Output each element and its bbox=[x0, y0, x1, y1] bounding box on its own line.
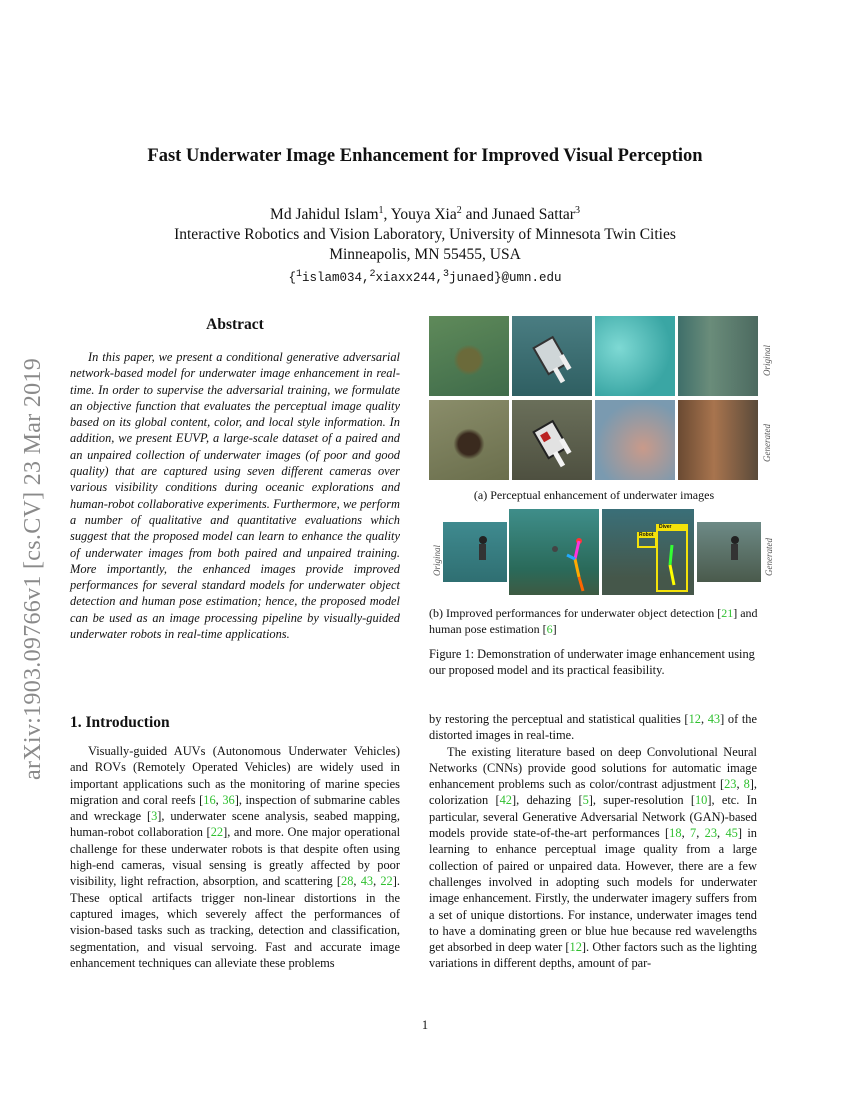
citation-link[interactable]: 45 bbox=[725, 826, 738, 841]
author-1: Md Jahidul Islam bbox=[270, 206, 379, 224]
label-generated-a: Generated bbox=[762, 424, 772, 462]
generated-image-2 bbox=[512, 400, 592, 480]
intro-right-paragraph-2: The existing literature based on deep Convolutional Neural Networks (CNNs) provide good solutions for automatic image enhancement problems such as color/contrast adjustment [23, 8], colorization [42], dehazing [5], super-resolution [10], etc. In particular, several Generative Adversarial Network (GAN)-based models provide state-of-the-art performances [18, 7, 23, 45] in learning to enhance perceptual image quality from a large collection of paired or unpaired data. However, there are a few challenges involved in adopting such models for underwater image enhancement. Firstly, the underwater imagery suffers from a set of unique distortions. For instance, underwater images tend to have a dominating green or blue hue because red wavelengths get absorbed in deep water [12]. Other factors such as the lighting variations in different depths, amount of par- bbox=[429, 744, 757, 971]
label-original-a: Original bbox=[762, 344, 772, 376]
figure-1a-caption: (a) Perceptual enhancement of underwater images bbox=[473, 488, 715, 502]
section-heading-introduction: 1. Introduction bbox=[70, 714, 170, 731]
intro-right-column bbox=[429, 711, 757, 972]
affiliation: Interactive Robotics and Vision Laboratory, University of Minnesota Twin Cities bbox=[174, 226, 676, 244]
original-diver-image bbox=[443, 522, 507, 582]
citation-link[interactable]: 5 bbox=[582, 793, 589, 808]
author-3: Junaed Sattar bbox=[491, 206, 575, 224]
label-generated-b: Generated bbox=[764, 538, 774, 576]
citation-link[interactable]: 6 bbox=[546, 622, 553, 636]
diver-icon bbox=[697, 522, 761, 582]
original-image-1 bbox=[429, 316, 509, 396]
robot-icon bbox=[512, 316, 592, 396]
box-label-robot: Robot bbox=[639, 532, 654, 538]
citation-link[interactable]: 18 bbox=[669, 826, 682, 841]
citation-link[interactable]: 3 bbox=[151, 809, 158, 824]
author-2: Youya Xia bbox=[390, 206, 457, 224]
detection-image bbox=[602, 509, 694, 595]
generated-image-4 bbox=[678, 400, 758, 480]
detection-boxes bbox=[602, 509, 694, 595]
generated-diver-image bbox=[697, 522, 761, 582]
citation-link[interactable]: 23 bbox=[724, 777, 737, 792]
citation-link[interactable]: 12 bbox=[688, 712, 701, 726]
citation-link[interactable]: 16 bbox=[203, 792, 216, 807]
page-number: 1 bbox=[421, 1018, 429, 1032]
citation-link[interactable]: 22 bbox=[380, 874, 393, 889]
citation-link[interactable]: 22 bbox=[210, 825, 224, 840]
original-image-3 bbox=[595, 316, 675, 396]
citation-link[interactable]: 43 bbox=[707, 712, 721, 726]
paper-title: Fast Underwater Image Enhancement for Improved Visual Perception bbox=[147, 146, 703, 166]
box-label-diver: Diver bbox=[659, 524, 672, 530]
original-image-2 bbox=[512, 316, 592, 396]
location: Minneapolis, MN 55455, USA bbox=[329, 246, 521, 264]
citation-link[interactable]: 36 bbox=[222, 792, 235, 807]
figure-1b-caption: (b) Improved performances for underwater object detection [21] and human pose estimation [6] bbox=[429, 606, 758, 636]
citation-link[interactable]: 21 bbox=[721, 606, 734, 620]
generated-image-3 bbox=[595, 400, 675, 480]
citation-link[interactable]: 42 bbox=[499, 793, 512, 808]
pose-skeleton bbox=[509, 509, 599, 595]
arxiv-id: arXiv:1903.09766v1 [cs.CV] 23 Mar 2019 bbox=[20, 357, 46, 780]
citation-link[interactable]: 43 bbox=[360, 874, 374, 889]
citation-link[interactable]: 28 bbox=[341, 874, 354, 889]
citation-link[interactable]: 7 bbox=[690, 826, 697, 841]
pose-estimation-image bbox=[509, 509, 599, 595]
email-list: {$^1$islam034,$^2$xiaxx244,$^3$junaed}@umn.edu bbox=[288, 269, 562, 286]
citation-link[interactable]: 10 bbox=[694, 793, 708, 808]
citation-link[interactable]: 8 bbox=[743, 777, 750, 792]
robot-icon bbox=[512, 400, 592, 480]
author-block bbox=[60, 201, 790, 288]
diver-icon bbox=[443, 522, 507, 582]
label-original-b: Original bbox=[432, 544, 442, 576]
arxiv-stamp bbox=[14, 290, 54, 790]
original-image-4 bbox=[678, 316, 758, 396]
citation-link[interactable]: 12 bbox=[569, 940, 582, 955]
generated-image-1 bbox=[429, 400, 509, 480]
abstract-heading: Abstract bbox=[206, 316, 264, 333]
intro-right-paragraph-1: by restoring the perceptual and statistical qualities [12, 43] of the distorted images in real-time. bbox=[429, 712, 758, 743]
intro-left-paragraph: Visually-guided AUVs (Autonomous Underwater Vehicles) and ROVs (Remotely Operated Vehicles) are widely used in important applications such as the monitoring of marine species migration and coral reefs [16, 36], inspection of submarine cables and wreckage [3], underwater scene analysis, seabed mapping, human-robot collaboration [22], and more. One major operational challenge for these underwater robots is that despite often using high-end cameras, visual sensing is greatly affected by poor visibility, light refraction, absorption, and scattering [28, 43, 22]. These optical artifacts trigger non-linear distortions in the captured images, which severely affect the performances of vision-based tasks such as tracking, detection and classification, segmentation, and visual servoing. Fast and accurate image enhancement techniques can alleviate these problems bbox=[70, 744, 401, 970]
abstract-text: In this paper, we present a conditional generative adversarial network-based model for underwater image enhancement in real-time. In order to supervise the adversarial training, we formulate an objective function that evaluates the perceptual image quality based on its global content, color, and local style information. In addition, we present EUVP, a large-scale dataset of a paired and an unpaired collection of underwater images (of poor and good quality) that are captured using seven different cameras over various visibility conditions during oceanic explorations and human-robot collaborative experiments. Furthermore, we perform a number of qualitative and quantitative evaluations which suggest that the proposed model can learn to enhance the quality of underwater images from both paired and unpaired training. More importantly, the enhanced images provide improved performances for several standard models for underwater object detection and human pose estimation; hence, the proposed model can be used as an image processing pipeline by visually-guided underwater robots in real-time applications. bbox=[70, 350, 400, 642]
author-names: Md Jahidul Islam$^1$, Youya Xia$^2$ and Junaed Sattar$^3$ bbox=[270, 205, 580, 224]
figure-1-caption: Figure 1: Demonstration of underwater image enhancement using our proposed model and its practical feasibility. bbox=[429, 647, 755, 678]
citation-link[interactable]: 23 bbox=[704, 826, 718, 841]
